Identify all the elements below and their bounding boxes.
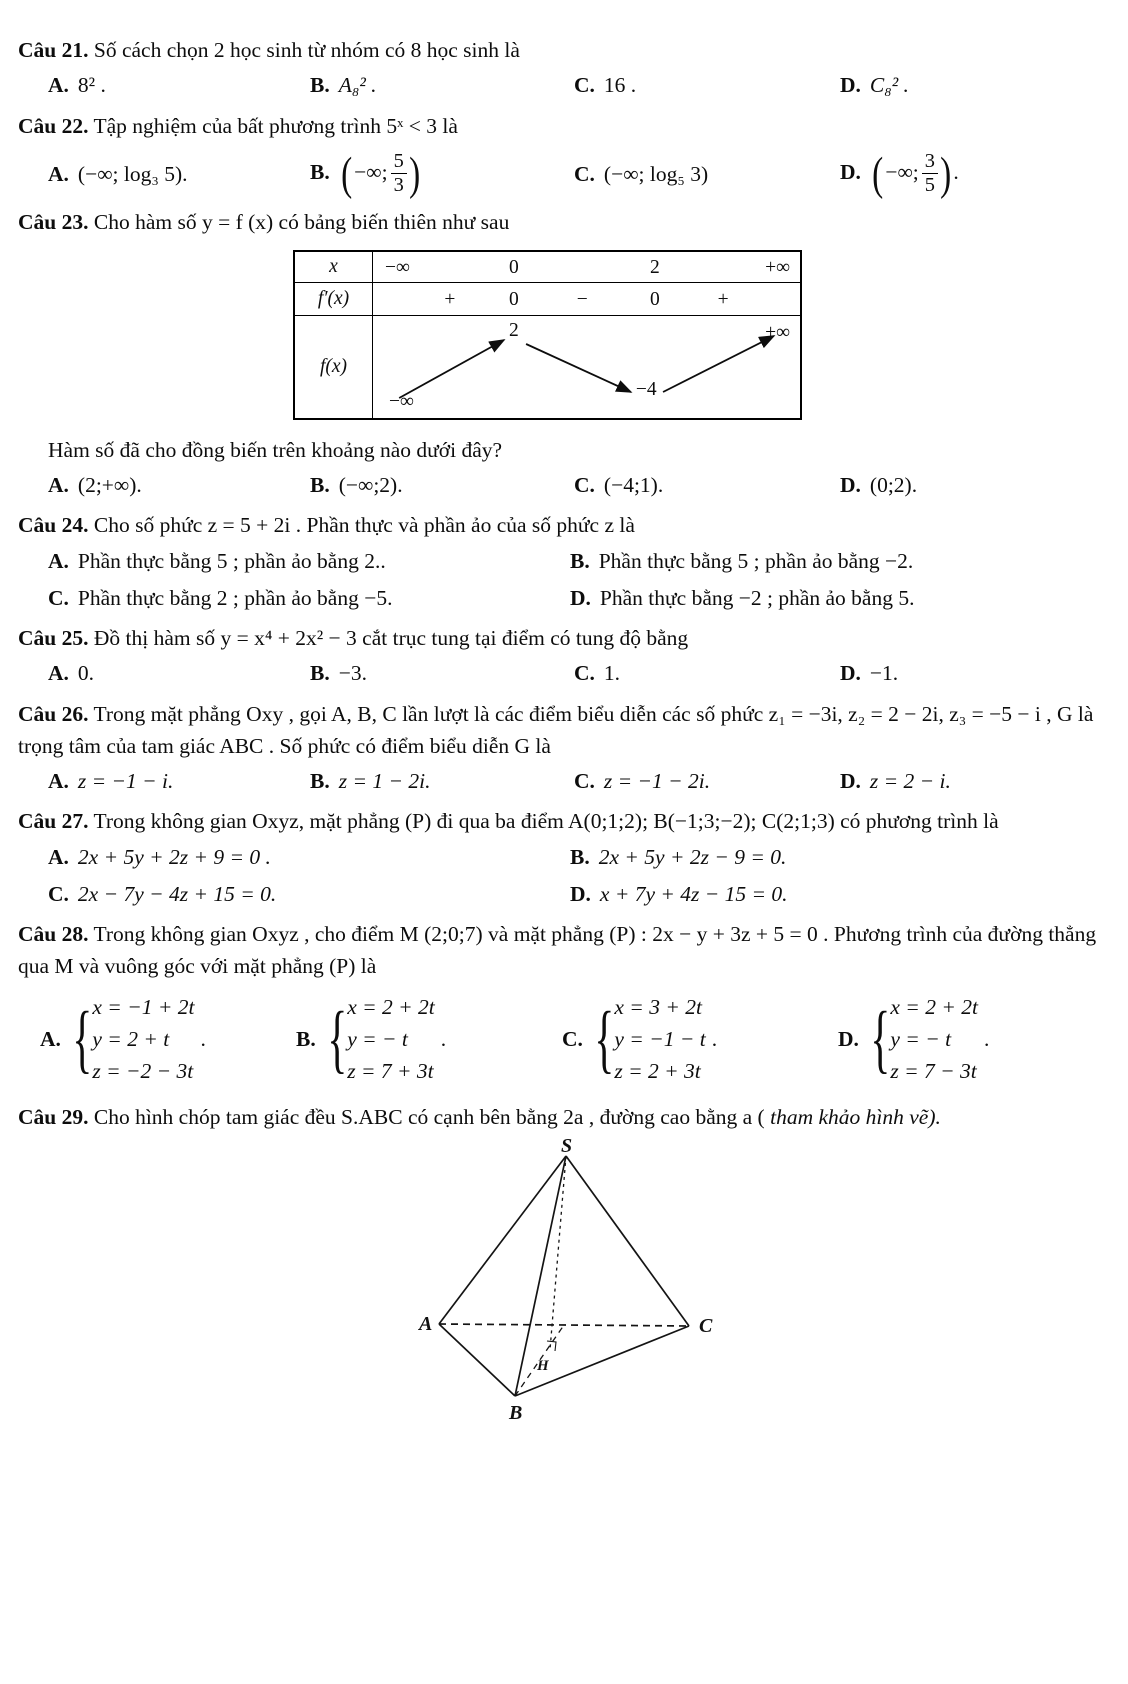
question-24: [18, 509, 1108, 614]
option-c: [574, 158, 840, 190]
option-label: D.: [838, 1026, 859, 1051]
option-text: −1.: [869, 661, 899, 686]
option-b: [310, 765, 574, 797]
label-h: H: [537, 1357, 549, 1374]
option-label: D.: [570, 585, 591, 610]
question-number: Câu 25.: [18, 626, 89, 651]
option-label: B.: [570, 844, 590, 869]
equation-system: [890, 991, 978, 1088]
option-label: C.: [48, 585, 69, 610]
question-number: Câu 24.: [18, 513, 89, 538]
arrow-up: [663, 336, 774, 392]
option-label: D.: [840, 73, 861, 98]
option-label: C.: [574, 473, 595, 498]
option-text: 8² .: [77, 73, 106, 98]
table-row-fprime: [295, 282, 800, 315]
option-label: B.: [296, 1026, 316, 1051]
question-stem: Trong không gian Oxyz , cho điểm M (2;0;7) và mặt phẳng (P) : 2x − y + 3z + 5 = 0 . Phương trình của đường thẳng qua M và vuông góc với mặt phẳng (P) là: [18, 922, 1097, 979]
option-b: [310, 469, 574, 501]
option-label: A.: [48, 844, 69, 869]
option-label: C.: [574, 161, 595, 186]
equation-line: x = 3 + 2t: [614, 994, 702, 1019]
sign: 0: [649, 288, 660, 310]
open-paren: (: [340, 148, 352, 200]
equation-line: z = −2 − 3t: [92, 1059, 194, 1084]
question-27: [18, 805, 1108, 910]
option-text: Phần thực bằng 5 ; phần ảo bằng −2.: [598, 548, 914, 573]
option-label: B.: [310, 661, 330, 686]
equation-line: x = 2 + 2t: [890, 994, 978, 1019]
x-value: 2: [649, 256, 660, 278]
option-c: [574, 69, 840, 101]
question-number: Câu 21.: [18, 38, 89, 62]
option-suffix: .: [440, 1026, 447, 1051]
equation-line: x = 2 + 2t: [347, 994, 435, 1019]
question-number: Câu 27.: [18, 809, 89, 834]
option-b: [570, 545, 1108, 577]
x-value: 0: [509, 256, 519, 278]
option-suffix: .: [200, 1026, 206, 1051]
option-label: C.: [574, 73, 595, 98]
option-d: [840, 150, 1108, 198]
arrow-up: [399, 340, 504, 398]
option-d: [570, 878, 1108, 910]
question-22: [18, 110, 1108, 198]
option-text: x + 7y + 4z − 15 = 0.: [599, 881, 788, 906]
option-label: A.: [48, 661, 69, 686]
options-row: [18, 765, 1108, 797]
option-b: [310, 150, 574, 198]
interval-text: −∞;: [354, 159, 388, 184]
option-label: D.: [840, 769, 861, 794]
left-brace: {: [870, 996, 891, 1081]
question-26: [18, 698, 1108, 798]
label-c: C: [699, 1314, 713, 1337]
table-row-f: [295, 315, 800, 418]
option-d: [840, 765, 1108, 797]
question-stem: Cho số phức z = 5 + 2i . Phần thực và phần ảo của số phức z là: [93, 513, 635, 538]
option-label: A.: [48, 473, 69, 498]
numerator: 3: [922, 150, 938, 174]
label-a: A: [419, 1312, 433, 1335]
close-paren: ): [940, 148, 952, 200]
equation-line: y = − t: [347, 1026, 408, 1051]
option-b: [310, 69, 574, 101]
row-header: x: [295, 252, 373, 282]
option-label: A.: [48, 769, 69, 794]
f-max-value: 2: [509, 319, 519, 341]
option-text: (−∞; log₅ 3): [603, 161, 709, 186]
equation-line: z = 7 − 3t: [890, 1059, 977, 1084]
options-row: [18, 150, 1108, 198]
option-text: 2x + 5y + 2z − 9 = 0.: [598, 844, 787, 869]
option-a: [48, 657, 310, 689]
right-angle-marker: [547, 1341, 556, 1351]
option-text: z = 1 − 2i.: [338, 769, 431, 794]
question-stem: Đồ thị hàm số y = x⁴ + 2x² − 3 cắt trục tung tại điểm có tung độ bằng: [93, 626, 689, 651]
fraction: [391, 150, 407, 198]
question-number: Câu 29.: [18, 1105, 89, 1130]
option-b: [296, 991, 562, 1088]
option-text: −3.: [338, 661, 367, 686]
option-a: [48, 841, 570, 873]
option-label: A.: [48, 73, 69, 98]
option-suffix: .: [953, 159, 959, 184]
option-d: [840, 469, 1108, 501]
x-value: +∞: [765, 256, 790, 278]
denominator: 5: [924, 174, 935, 197]
option-label: B.: [310, 159, 330, 184]
option-d: [838, 991, 1108, 1088]
option-label: C.: [574, 661, 595, 686]
option-text: z = −1 − 2i.: [603, 769, 711, 794]
option-text: Phần thực bằng −2 ; phần ảo bằng 5.: [599, 585, 915, 610]
question-28: [18, 918, 1108, 1087]
equation-system: [614, 991, 705, 1088]
row-header: f(x): [295, 316, 373, 418]
question-followup: Hàm số đã cho đồng biến trên khoảng nào dưới đây?: [48, 437, 503, 462]
variation-table: [293, 250, 802, 420]
option-text: A₈² .: [338, 73, 377, 98]
option-text: (−∞; log₃ 5).: [77, 161, 188, 186]
open-paren: (: [872, 148, 884, 200]
option-d: [840, 69, 1108, 101]
options-row: [18, 469, 1108, 501]
question-stem: Tập nghiệm của bất phương trình 5ˣ < 3 là: [93, 113, 458, 138]
option-suffix: .: [711, 1026, 718, 1051]
question-number: Câu 22.: [18, 113, 89, 138]
close-paren: ): [408, 148, 421, 200]
interval-text: −∞;: [885, 159, 919, 184]
option-text: Phần thực bằng 5 ; phần ảo bằng 2..: [77, 548, 386, 573]
option-text: z = 2 − i.: [869, 769, 951, 794]
f-min-value: −4: [635, 378, 657, 400]
option-label: D.: [840, 661, 861, 686]
option-b: [310, 657, 574, 689]
option-label: C.: [48, 881, 69, 906]
option-a: [48, 545, 570, 577]
option-d: [570, 582, 1108, 614]
sign: −: [576, 288, 588, 310]
option-a: [40, 991, 296, 1088]
option-text: (0;2).: [869, 473, 918, 498]
left-brace: {: [594, 996, 615, 1081]
denominator: 3: [393, 174, 404, 197]
option-label: A.: [48, 161, 69, 186]
pyramid-figure: [403, 1138, 723, 1428]
table-row-x: [295, 252, 800, 282]
option-d: [840, 657, 1108, 689]
option-label: C.: [574, 769, 595, 794]
option-label: B.: [310, 473, 330, 498]
equation-line: z = 7 + 3t: [347, 1059, 434, 1084]
option-text: (−4;1).: [603, 473, 664, 498]
option-label: B.: [310, 769, 330, 794]
option-a: [48, 469, 310, 501]
option-text: C₈² .: [869, 73, 909, 98]
option-text: 2x + 5y + 2z + 9 = 0 .: [77, 844, 271, 869]
option-label: D.: [840, 159, 861, 184]
option-c: [562, 991, 838, 1088]
option-a: [48, 765, 310, 797]
edge-sc: [566, 1156, 689, 1326]
left-brace: {: [326, 996, 347, 1081]
edge-ab: [439, 1324, 515, 1396]
sign: +: [444, 288, 456, 310]
option-suffix: .: [983, 1026, 990, 1051]
f-limit-start: −∞: [389, 390, 414, 412]
options-row: [18, 991, 1108, 1088]
edge-sa: [439, 1156, 566, 1324]
question-25: [18, 622, 1108, 690]
equation-line: y = 2 + t: [92, 1026, 170, 1051]
option-label: D.: [840, 473, 861, 498]
option-c: [48, 878, 570, 910]
variation-arrows: [373, 316, 800, 418]
fraction: [922, 150, 938, 198]
options-row: [18, 657, 1108, 689]
option-c: [574, 469, 840, 501]
option-c: [48, 582, 570, 614]
option-text: (−∞;2).: [338, 473, 403, 498]
option-text: z = −1 − i.: [77, 769, 174, 794]
option-text: 1.: [603, 661, 621, 686]
equation-system: [347, 991, 435, 1088]
numerator: 5: [391, 150, 407, 174]
option-text: 0.: [77, 661, 95, 686]
option-a: [48, 158, 310, 190]
options-grid: [18, 545, 1108, 615]
label-s: S: [561, 1137, 573, 1157]
option-text: 16 .: [603, 73, 637, 98]
options-row: [18, 69, 1108, 101]
option-b: [570, 841, 1108, 873]
question-stem: Cho hình chóp tam giác đều S.ABC có cạnh bên bằng 2a , đường cao bằng a (: [93, 1105, 765, 1130]
option-label: A.: [40, 1026, 61, 1051]
question-stem-note: tham khảo hình vẽ).: [764, 1105, 941, 1130]
equation-line: x = −1 + 2t: [92, 994, 195, 1019]
equation-line: y = − t: [890, 1026, 952, 1051]
option-text: 2x − 7y − 4z + 15 = 0.: [77, 881, 277, 906]
x-value: −∞: [385, 256, 410, 278]
question-29: [18, 1101, 1108, 1427]
equation-system: [92, 991, 194, 1088]
question-stem: Số cách chọn 2 học sinh từ nhóm có 8 học sinh là: [93, 38, 520, 62]
sign: 0: [509, 288, 519, 310]
question-21: [18, 34, 1108, 102]
option-label: B.: [310, 73, 330, 98]
options-grid: [18, 841, 1108, 911]
option-label: D.: [570, 881, 591, 906]
edge-ac-hidden: [439, 1324, 689, 1326]
option-text: Phần thực bằng 2 ; phần ảo bằng −5.: [77, 585, 393, 610]
equation-line: y = −1 − t: [614, 1026, 706, 1051]
option-a: [48, 69, 310, 101]
question-stem: Cho hàm số y = f (x) có bảng biến thiên như sau: [93, 209, 510, 234]
question-stem: Trong mặt phẳng Oxy , gọi A, B, C lần lượt là các điểm biểu diễn các số phức z₁ = −3i, z₂ = 2 − 2i, z₃ = −5 − i , G là trọng tâm của tam giác ABC . Số phức có điểm biểu diễn G là: [18, 701, 1094, 758]
question-number: Câu 28.: [18, 922, 89, 947]
option-text: (2;+∞).: [77, 473, 142, 498]
left-brace: {: [72, 996, 93, 1081]
question-23: [18, 206, 1108, 502]
pyramid-svg: [403, 1138, 723, 1428]
question-stem: Trong không gian Oxyz, mặt phẳng (P) đi qua ba điểm A(0;1;2); B(−1;3;−2); C(2;1;3) có phương trình là: [93, 809, 999, 834]
option-label: B.: [570, 548, 590, 573]
option-label: A.: [48, 548, 69, 573]
equation-line: z = 2 + 3t: [614, 1059, 701, 1084]
label-b: B: [509, 1401, 523, 1424]
f-limit-end: +∞: [765, 321, 790, 343]
option-c: [574, 765, 840, 797]
arrow-down: [526, 344, 631, 392]
altitude-sh: [550, 1156, 566, 1350]
question-number: Câu 23.: [18, 209, 89, 234]
option-label: C.: [562, 1026, 583, 1051]
question-number: Câu 26.: [18, 701, 89, 726]
sign: +: [717, 288, 729, 310]
row-header: f′(x): [295, 283, 373, 315]
option-c: [574, 657, 840, 689]
